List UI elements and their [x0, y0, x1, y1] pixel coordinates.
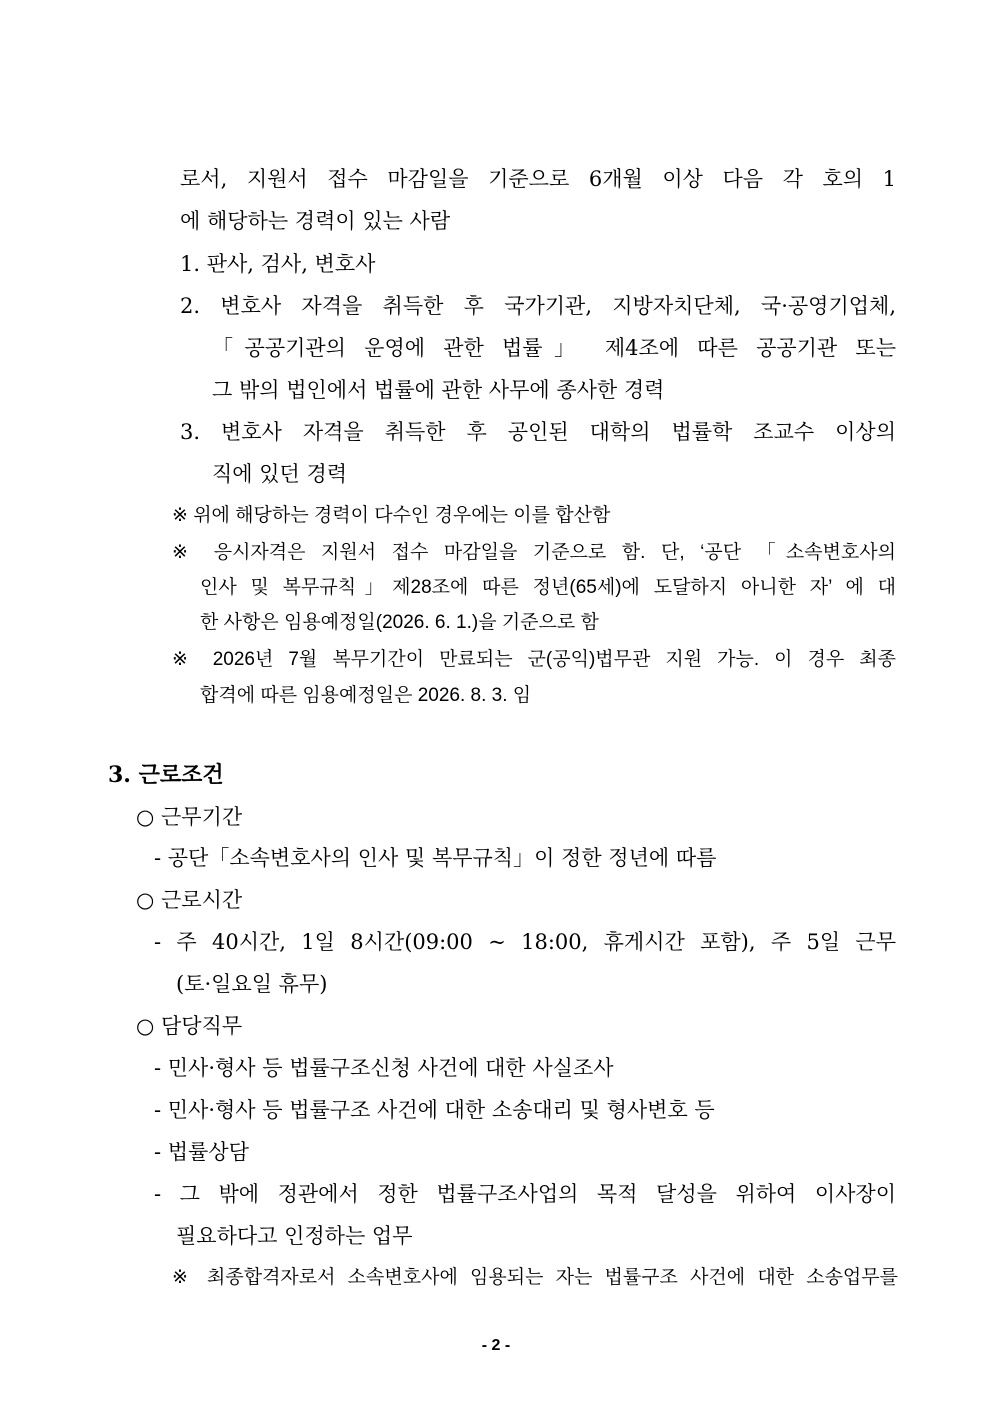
eligibility-intro-line2: 에 해당하는 경력이 있는 사람: [180, 209, 451, 233]
eligibility-note-2-line1: ※ 응시자격은 지원서 접수 마감일을 기준으로 함. 단, ‘공단 「소속변호사의: [172, 542, 896, 563]
duty-item-4-line2: 필요하다고 인정하는 업무: [176, 1224, 413, 1248]
eligibility-item-2-line1: 2. 변호사 자격을 취득한 후 국가기관, 지방자치단체, 국·공영기업체,: [180, 294, 896, 318]
duty-item-1: - 민사·형사 등 법률구조신청 사건에 대한 사실조사: [154, 1056, 614, 1080]
eligibility-intro-line1: 로서, 지원서 접수 마감일을 기준으로 6개월 이상 다음 각 호의 1: [180, 167, 896, 191]
duty-note: ※ 최종합격자로서 소속변호사에 임용되는 자는 법률구조 사건에 대한 소송업무를: [172, 1267, 898, 1288]
eligibility-item-2-line2: 「공공기관의 운영에 관한 법률」 제4조에 따른 공공기관 또는: [212, 336, 896, 360]
work-hours-heading: ○ 근로시간: [136, 888, 243, 912]
duty-item-4-line1: - 그 밖에 정관에서 정한 법률구조사업의 목적 달성을 위하여 이사장이: [154, 1182, 896, 1206]
eligibility-note-1: ※ 위에 해당하는 경력이 다수인 경우에는 이를 합산함: [172, 505, 611, 526]
work-hours-item-line1: - 주 40시간, 1일 8시간(09:00 ~ 18:00, 휴게시간 포함), 주 5일 근무: [154, 930, 896, 954]
work-period-heading: ○ 근무기간: [136, 805, 243, 829]
eligibility-item-2-line3: 그 밖의 법인에서 법률에 관한 사무에 종사한 경력: [212, 378, 665, 402]
eligibility-item-3-line2: 직에 있던 경력: [212, 462, 348, 486]
duties-heading: ○ 담당직무: [136, 1014, 243, 1038]
page-number: - 2 -: [481, 1337, 511, 1354]
work-period-item: - 공단「소속변호사의 인사 및 복무규칙」이 정한 정년에 따름: [154, 846, 717, 870]
eligibility-item-1: 1. 판사, 검사, 변호사: [180, 252, 376, 276]
eligibility-note-2-line2: 인사 및 복무규칙」제28조에 따른 정년(65세)에 도달하지 아니한 자’ 에 대: [200, 577, 896, 598]
eligibility-note-3-line1: ※ 2026년 7월 복무기간이 만료되는 군(공익)법무관 지원 가능. 이 경우 최종: [172, 649, 896, 670]
eligibility-item-3-line1: 3. 변호사 자격을 취득한 후 공인된 대학의 법률학 조교수 이상의: [180, 420, 896, 444]
duty-item-2: - 민사·형사 등 법률구조 사건에 대한 소송대리 및 형사변호 등: [154, 1098, 715, 1122]
section-3-title: 3. 근로조건: [108, 762, 224, 788]
duty-item-3: - 법률상담: [154, 1140, 249, 1164]
eligibility-note-2-line3: 한 사항은 임용예정일(2026. 6. 1.)을 기준으로 함: [200, 612, 599, 633]
eligibility-note-3-line2: 합격에 따른 임용예정일은 2026. 8. 3. 임: [200, 685, 532, 706]
work-hours-item-line2: (토·일요일 휴무): [176, 972, 328, 996]
